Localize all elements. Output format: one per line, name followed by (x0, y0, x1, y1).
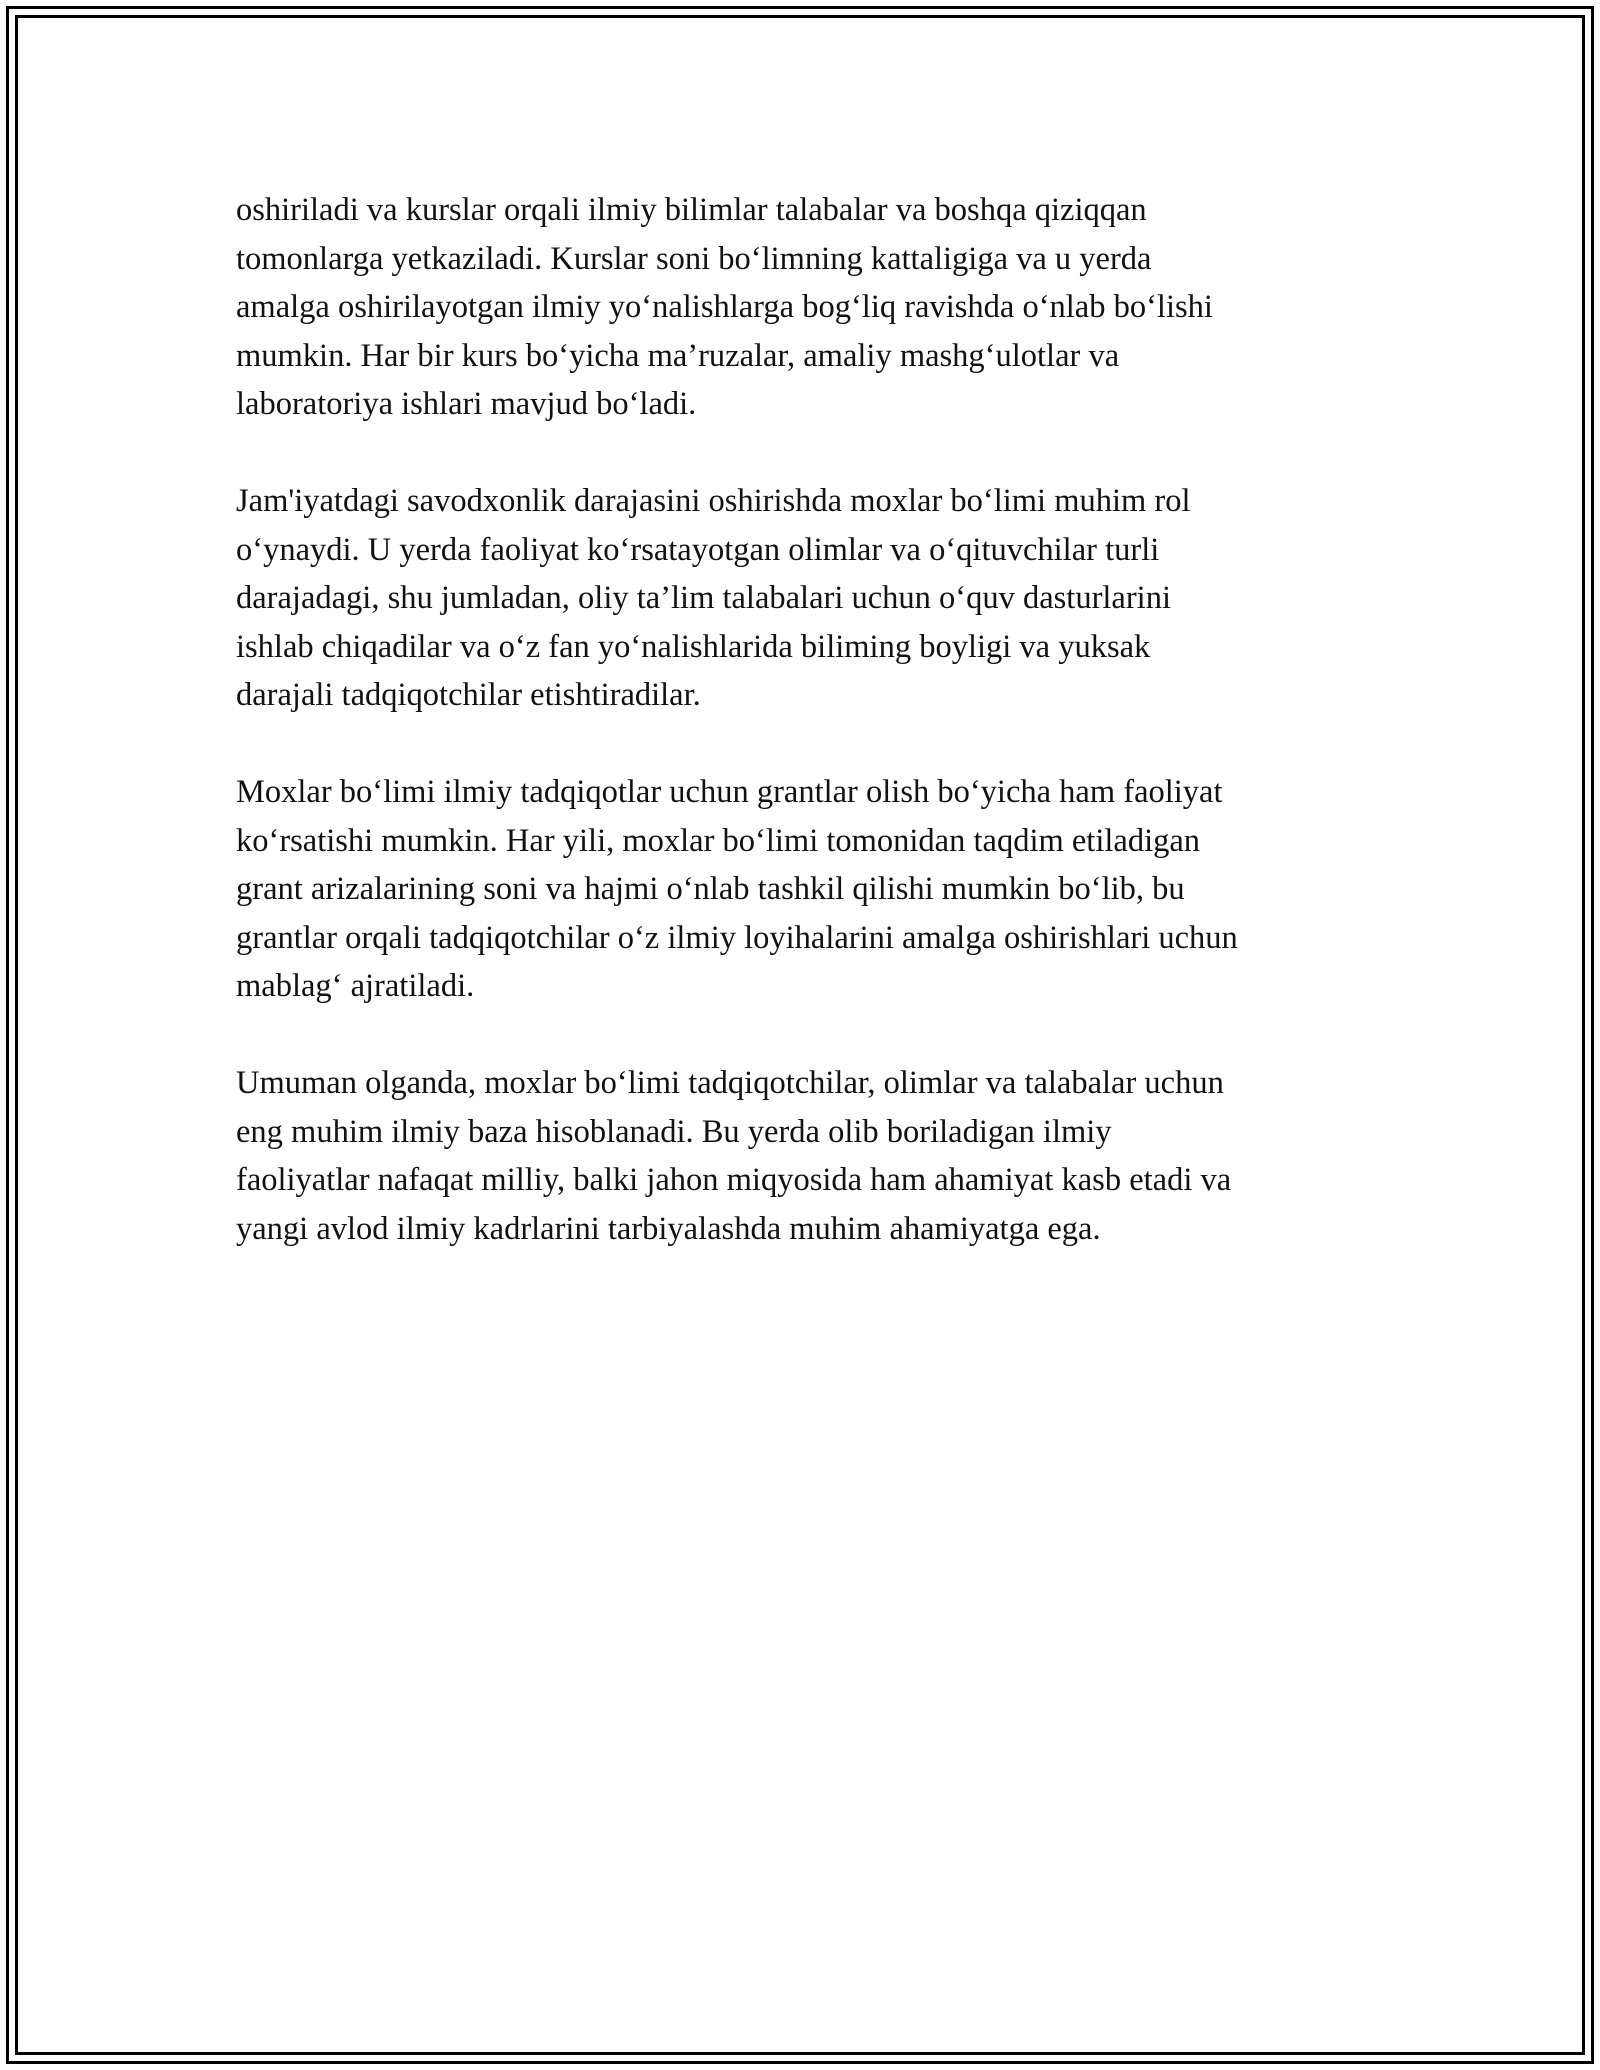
text-line: faoliyatlar nafaqat milliy, balki jahon miqyosida ham ahamiyat kasb etadi va (236, 1162, 1232, 1198)
text-line: darajadagi, shu jumladan, oliy ta’lim talabalari uchun o‘quv dasturlarini (236, 580, 1171, 616)
text-line: ko‘rsatishi mumkin. Har yili, moxlar bo‘limi tomonidan taqdim etiladigan (236, 822, 1201, 859)
text-line: ishlab chiqadilar va o‘z fan yo‘nalishlarida biliming boyligi va yuksak (236, 628, 1151, 665)
text-line: eng muhim ilmiy baza hisoblanadi. Bu yerda olib boriladigan ilmiy (236, 1113, 1112, 1150)
paragraph-4 (236, 1059, 1386, 1253)
paragraph-3 (236, 768, 1386, 1011)
text-line: Jam'iyatdagi savodxonlik darajasini oshirishda moxlar bo‘limi muhim rol (236, 483, 1191, 519)
text-line: amalga oshirilayotgan ilmiy yo‘nalishlarga bog‘liq ravishda o‘nlab bo‘lishi (236, 289, 1213, 325)
text-line: tomonlarga yetkaziladi. Kurslar soni bo‘limning kattaligiga va u yerda (236, 240, 1152, 277)
text-line: grant arizalarining soni va hajmi o‘nlab tashkil qilishi mumkin bo‘lib, bu (236, 871, 1185, 907)
text-line: oshiriladi va kurslar orqali ilmiy bilimlar talabalar va boshqa qiziqqan (236, 192, 1147, 228)
text-line: yangi avlod ilmiy kadrlarini tarbiyalashda muhim ahamiyatga ega. (236, 1210, 1101, 1247)
text-line: o‘ynaydi. U yerda faoliyat ko‘rsatayotgan olimlar va o‘qituvchilar turli (236, 531, 1160, 568)
text-line: mumkin. Har bir kurs bo‘yicha ma’ruzalar, amaliy mashg‘ulotlar va (236, 337, 1120, 374)
text-line: Umuman olganda, moxlar bo‘limi tadqiqotchilar, olimlar va talabalar uchun (236, 1065, 1224, 1101)
text-line: darajali tadqiqotchilar etishtiradilar. (236, 677, 701, 713)
text-line: laboratoriya ishlari mavjud bo‘ladi. (236, 386, 697, 422)
paragraph-2 (236, 477, 1386, 720)
text-line: mablag‘ ajratiladi. (236, 968, 475, 1004)
document-body (236, 186, 1386, 1302)
text-line: grantlar orqali tadqiqotchilar o‘z ilmiy loyihalarini amalga oshirishlari uchun (236, 919, 1238, 956)
paragraph-1 (236, 186, 1386, 429)
text-line: Moxlar bo‘limi ilmiy tadqiqotlar uchun grantlar olish bo‘yicha ham faoliyat (236, 774, 1223, 810)
